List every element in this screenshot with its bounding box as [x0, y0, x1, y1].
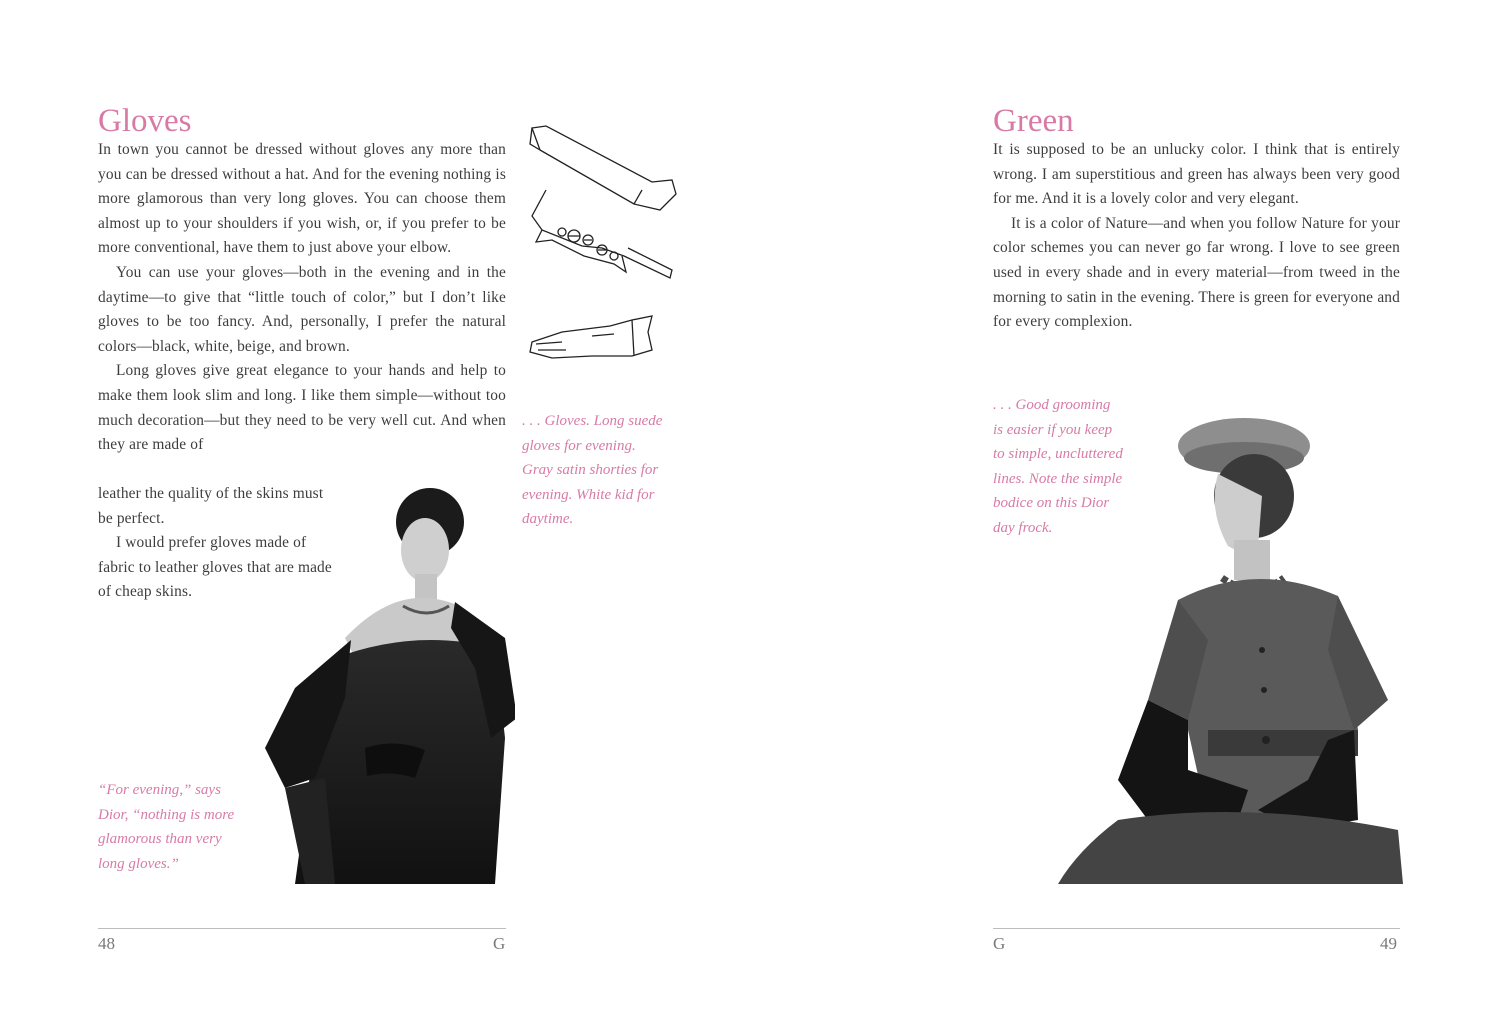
caption-line: . . . Gloves. Long suede	[522, 413, 663, 429]
gloves-body-text	[98, 138, 506, 458]
caption-line: . . . Good grooming	[993, 397, 1111, 413]
paragraph-line: be perfect.	[98, 509, 165, 527]
caption-line: glamorous than very	[98, 831, 222, 847]
page-title-green: Green	[993, 103, 1074, 139]
caption-line: is easier if you keep	[993, 421, 1113, 438]
caption-line: lines. Note the simple	[993, 470, 1123, 487]
caption-gloves	[522, 409, 662, 532]
caption-line: long gloves.”	[98, 855, 179, 872]
green-body-text	[993, 138, 1400, 335]
page-title-gloves: Gloves	[98, 103, 192, 139]
paragraph-line: I would prefer gloves made of	[116, 534, 307, 552]
footer-rule	[993, 928, 1400, 929]
caption-line: “For evening,” says	[98, 782, 221, 798]
photo-woman-beret-dior-frock	[1058, 400, 1403, 884]
paragraph: It is a color of Nature—and when you follow Nature for your color schemes you can never go far wrong. I love to see green used in every shade and in every material—from tweed in the morning to satin in the evening. There is green for everyone and for every complexion.	[993, 214, 1400, 331]
paragraph-line: leather the quality of the skins must	[98, 485, 324, 502]
glove-drawings-illustration	[522, 120, 682, 370]
page-number: 48	[98, 934, 115, 953]
right-page	[750, 0, 1500, 1035]
paragraph: It is supposed to be an unlucky color. I think that is entirely wrong. I am superstitious and green has always been very good for me. And it is a lovely color and very elegant.	[993, 141, 1400, 208]
paragraph: Long gloves give great elegance to your hands and help to make them look slim and long. I like them simple—without too much decoration—but they need to be very well cut. And when they are made of	[98, 362, 506, 454]
paragraph: You can use your gloves—both in the evening and in the daytime—to give that “little touch of color,” but I don’t like gloves to be too fancy. And, personally, I prefer the natural colors—black, white, beige, and brown.	[98, 263, 506, 355]
caption-line: bodice on this Dior	[993, 495, 1110, 511]
caption-line: day frock.	[993, 519, 1053, 536]
caption-line: Gray satin shorties for	[522, 462, 659, 478]
caption-line: gloves for evening.	[522, 437, 636, 454]
paragraph-line: fabric to leather gloves that are made	[98, 558, 332, 576]
paragraph-line: of cheap skins.	[98, 583, 193, 601]
caption-line: to simple, uncluttered	[993, 446, 1123, 462]
section-letter: G	[993, 934, 1006, 953]
footer-rule	[98, 928, 506, 929]
page-number: 49	[1380, 934, 1397, 953]
paragraph: In town you cannot be dressed without gloves any more than you can be dressed without a hat. And for the evening nothing is more glamorous than very long gloves. You can choose them almost up to your shoulders if you wish, or, if you prefer to be more conventional, have them to just above your elbow.	[98, 141, 506, 257]
section-letter: G	[493, 934, 506, 953]
photo-woman-gown-long-gloves	[255, 488, 515, 884]
caption-line: evening. White kid for	[522, 486, 655, 503]
caption-line: daytime.	[522, 511, 574, 527]
caption-line: Dior, “nothing is more	[98, 806, 235, 823]
caption-quote-dior	[98, 778, 234, 876]
